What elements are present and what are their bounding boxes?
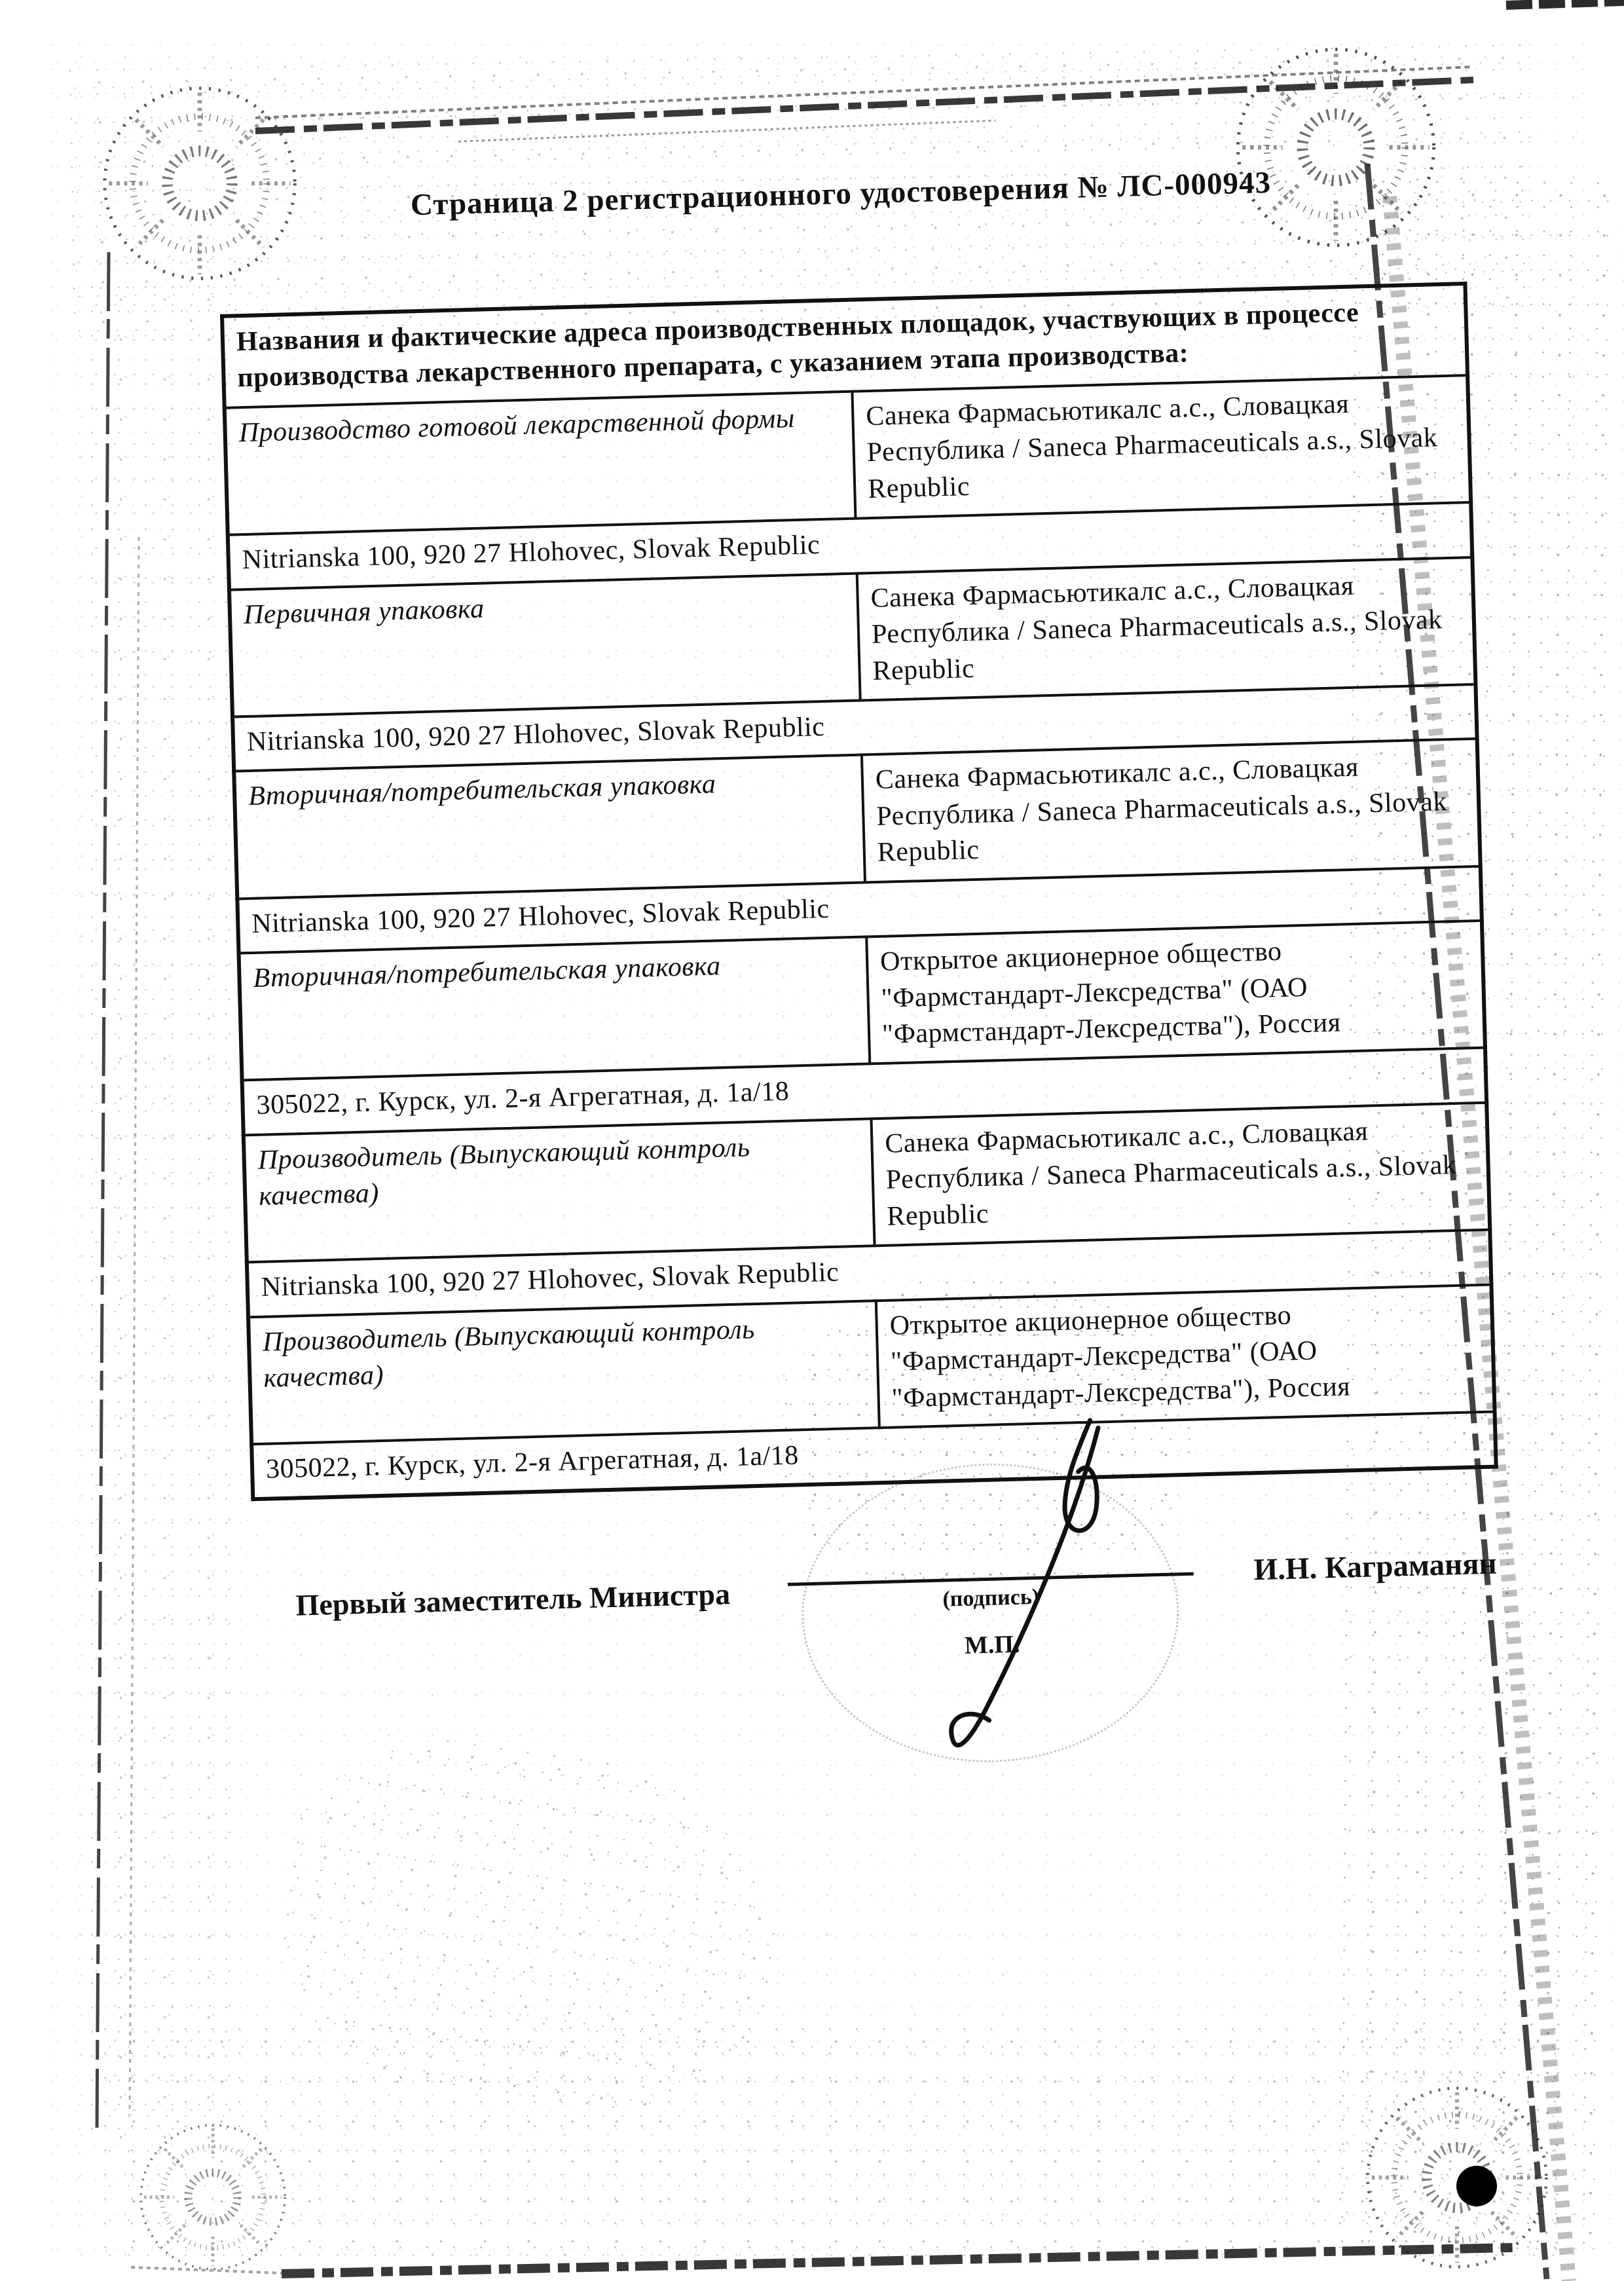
address-cell: Nitrianska 100, 920 27 Hlohovec, Slovak Republic [232, 684, 1477, 771]
signature-caption: (подпись) [942, 1585, 1040, 1612]
ink-dot [1456, 2166, 1497, 2206]
document-content [216, 132, 1503, 1678]
address-cell: 305022, г. Курск, ул. 2-я Агрегатная, д. 1а/18 [242, 1048, 1487, 1135]
scan-noise-bottom [92, 2017, 1559, 2266]
signer-name: И.Н. Каграманян [1253, 1546, 1498, 1587]
stage-cell: Вторичная/потребительская упаковка [234, 755, 865, 899]
signature-block [253, 1542, 1503, 1679]
table-header-cell: Названия и фактические адреса производственных площадок, участвующих в процессе производства лекарственного препарата, с указанием этапа производства: [222, 284, 1467, 408]
production-sites-table [220, 282, 1498, 1502]
stage-cell: Производитель (Выпускающий контроль качества) [248, 1301, 879, 1444]
address-cell: 305022, г. Курск, ул. 2-я Агрегатная, д. 1а/18 [251, 1411, 1496, 1499]
corner-rosette-bottom-left [131, 2115, 295, 2279]
manufacturer-cell: Санека Фармасьютикалс а.с., Словацкая Республика / Saneca Pharmaceuticals a.s., Slovak Republic [852, 375, 1471, 519]
manufacturer-cell: Санека Фармасьютикалс а.с., Словацкая Республика / Saneca Pharmaceuticals a.s., Slovak Republic [871, 1103, 1490, 1246]
stamp-ghost-circle [798, 1459, 1183, 1768]
address-cell: Nitrianska 100, 920 27 Hlohovec, Slovak Republic [247, 1230, 1492, 1317]
manufacturer-cell: Открытое акционерное общество "Фармстандарт-Лексредства" (ОАО "Фармстандарт-Лексредства"), Россия [876, 1284, 1495, 1428]
stage-cell: Вторичная/потребительская упаковка [239, 937, 870, 1081]
manufacturer-cell: Санека Фармасьютикалс а.с., Словацкая Республика / Saneca Pharmaceuticals a.s., Slovak Republic [862, 739, 1481, 882]
stage-cell: Первичная упаковка [229, 573, 860, 716]
stage-cell: Производство готовой лекарственной формы [225, 392, 856, 535]
scan-noise-bottom-left [251, 1709, 803, 2149]
scan-noise-left-margin [79, 275, 242, 2142]
page-title: Страница 2 регистрационного удостоверения № ЛС-000943 [410, 165, 1272, 223]
stage-cell: Производитель (Выпускающий контроль качества) [244, 1119, 875, 1262]
address-cell: Nitrianska 100, 920 27 Hlohovec, Slovak Republic [237, 866, 1482, 954]
seal-placeholder-label: М.П. [964, 1631, 1020, 1660]
signer-position-label: Первый заместитель Министра [295, 1577, 731, 1622]
address-cell: Nitrianska 100, 920 27 Hlohovec, Slovak Republic [228, 502, 1473, 589]
manufacturer-cell: Открытое акционерное общество "Фармстандарт-Лексредства" (ОАО "Фармстандарт-Лексредства"), Россия [866, 921, 1485, 1064]
manufacturer-cell: Санека Фармасьютикалс а.с., Словацкая Республика / Saneca Pharmaceuticals a.s., Slovak Republic [857, 557, 1476, 701]
signature-area [787, 1550, 1196, 1665]
corner-rosette-bottom-right [1356, 2076, 1559, 2279]
